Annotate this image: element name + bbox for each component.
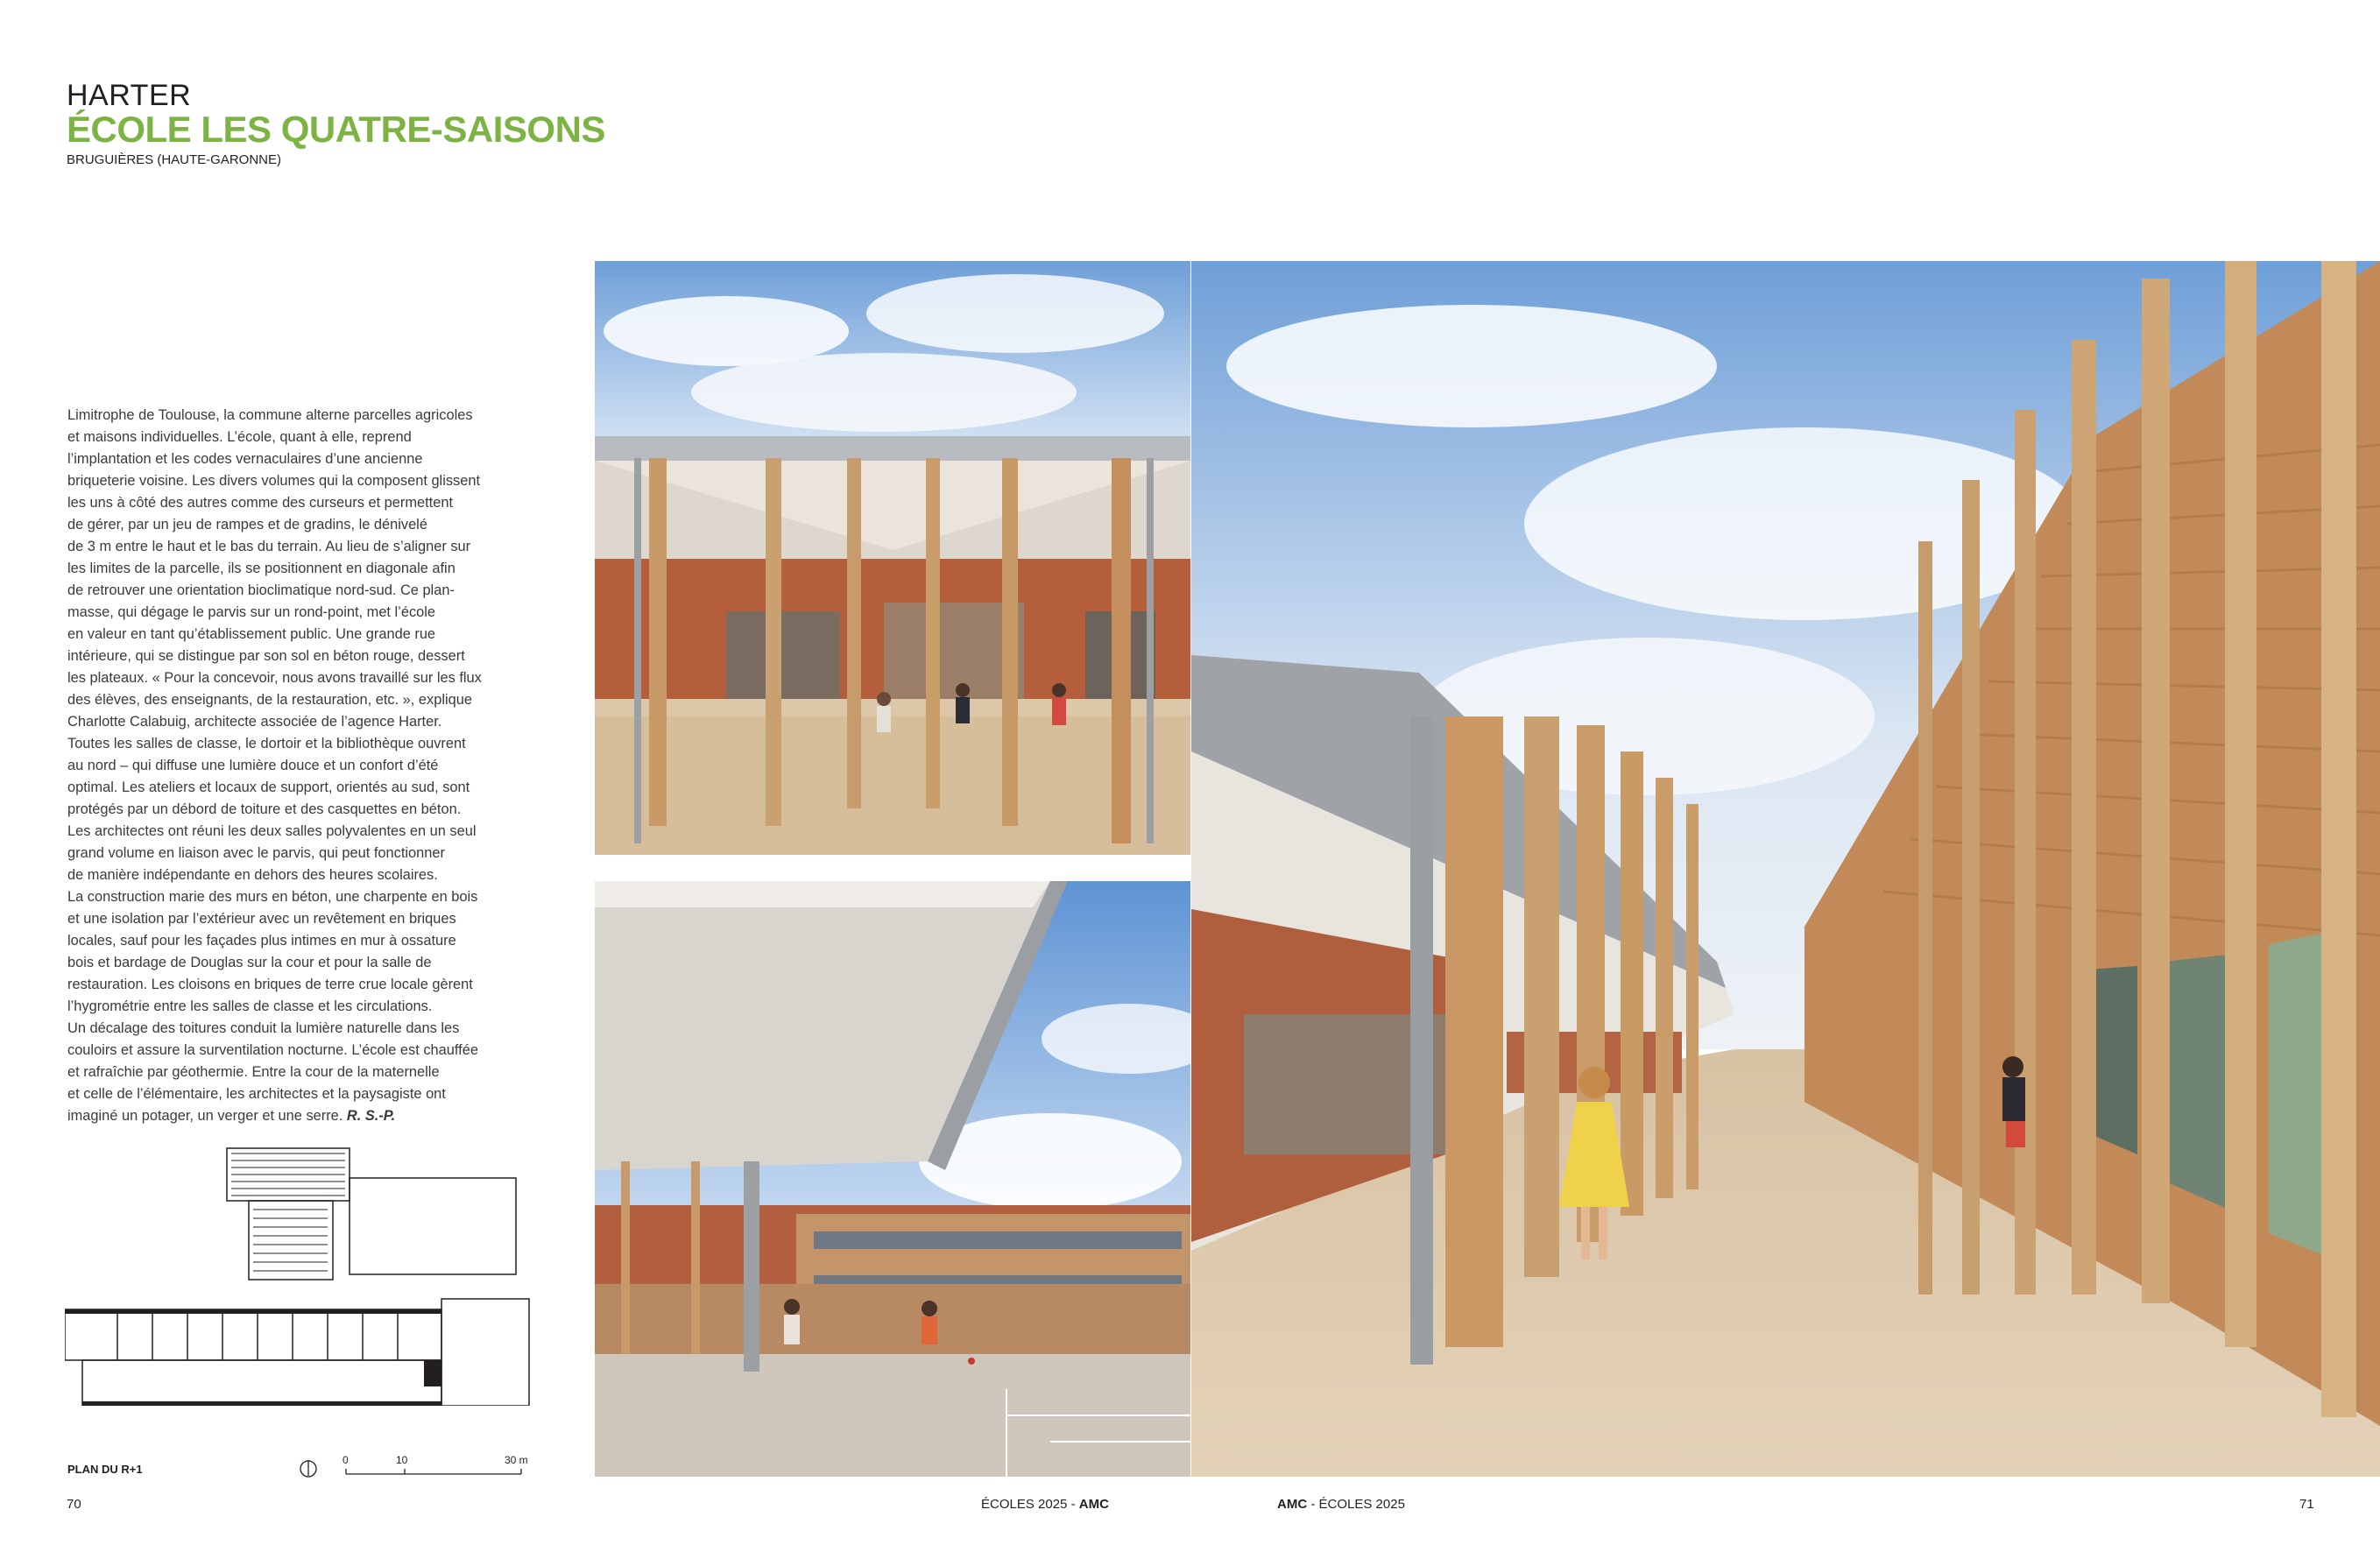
- scale-label-30: 30 m: [505, 1454, 528, 1466]
- plan-caption: PLAN DU R+1: [67, 1463, 143, 1476]
- project-title: ÉCOLE LES QUATRE-SAISONS: [67, 109, 605, 150]
- body-line: protégés par un débord de toiture et des casquettes en béton.: [67, 801, 462, 817]
- body-line: La construction marie des murs en béton, une charpente en bois: [67, 889, 478, 905]
- body-line: les uns à côté des autres comme des curseurs et permettent: [67, 495, 454, 511]
- body-line: et celle de l’élémentaire, les architectes et la paysagiste ont: [67, 1086, 446, 1102]
- body-line: grand volume en liaison avec le parvis, qui peut fonctionner: [67, 845, 445, 861]
- running-footer-right: [1277, 1497, 1405, 1512]
- magazine-brand: AMC: [1078, 1497, 1109, 1512]
- photo-schoolyard: [595, 881, 1190, 1477]
- body-line: au nord – qui diffuse une lumière douce et un confort d’été: [67, 758, 439, 773]
- body-line: l’implantation et les codes vernaculaires d’une ancienne: [67, 451, 423, 467]
- body-line: Les architectes ont réuni les deux salles polyvalentes en un seul: [67, 823, 477, 839]
- body-line: et maisons individuelles. L’école, quant à elle, reprend: [67, 429, 412, 445]
- scale-label-0: 0: [343, 1454, 349, 1466]
- body-line: Toutes les salles de classe, le dortoir et la bibliothèque ouvrent: [67, 736, 466, 751]
- body-line: des élèves, des enseignants, de la restauration, etc. », explique: [67, 692, 472, 708]
- body-line: Limitrophe de Toulouse, la commune alterne parcelles agricoles: [67, 407, 473, 423]
- body-line: bois et bardage de Douglas sur la cour et pour la salle de: [67, 955, 432, 970]
- body-line: optimal. Les ateliers et locaux de support, orientés au sud, sont: [67, 780, 470, 795]
- body-line: et une isolation par l’extérieur avec un revêtement en briques: [67, 911, 456, 927]
- architect-name: HARTER: [67, 79, 192, 112]
- project-location: BRUGUIÈRES (HAUTE-GARONNE): [67, 152, 282, 167]
- body-line: de gérer, par un jeu de rampes et de gradins, le dénivelé: [67, 517, 427, 533]
- photo-wooden-gallery: [1191, 261, 2380, 1477]
- body-line: locales, sauf pour les façades plus intimes en mur à ossature: [67, 933, 456, 949]
- running-footer-left: [981, 1497, 1109, 1512]
- author-signature: R. S.-P.: [346, 1108, 396, 1124]
- body-line: Charlotte Calabuig, architecte associée de l’agence Harter.: [67, 714, 442, 730]
- body-line: couloirs et assure la surventilation nocturne. L’école est chauffée: [67, 1042, 478, 1058]
- photo-covered-playground: [595, 261, 1190, 855]
- body-line: Un décalage des toitures conduit la lumière naturelle dans les: [67, 1020, 460, 1036]
- magazine-brand: AMC: [1277, 1497, 1308, 1512]
- body-line-end: imaginé un potager, un verger et une serre.: [67, 1108, 343, 1124]
- body-line: de manière indépendante en dehors des heures scolaires.: [67, 867, 438, 883]
- footer-separator: -: [1067, 1497, 1079, 1512]
- page-number-left: 70: [67, 1497, 81, 1512]
- body-line: et rafraîchie par géothermie. Entre la cour de la maternelle: [67, 1064, 440, 1080]
- body-line: masse, qui dégage le parvis sur un rond-point, met l’école: [67, 604, 436, 620]
- issue-title: ÉCOLES 2025: [981, 1497, 1068, 1512]
- body-line: les limites de la parcelle, ils se positionnent en diagonale afin: [67, 561, 456, 576]
- body-line: [67, 1105, 532, 1127]
- body-line: briqueterie voisine. Les divers volumes qui la composent glissent: [67, 473, 481, 489]
- body-line: de 3 m entre le haut et le bas du terrain. Au lieu de s’aligner sur: [67, 539, 471, 554]
- page-number-right: 71: [2299, 1497, 2314, 1512]
- footer-separator: -: [1307, 1497, 1319, 1512]
- article-body: [67, 405, 532, 1127]
- issue-title: ÉCOLES 2025: [1318, 1497, 1405, 1512]
- body-line: restauration. Les cloisons en briques de terre crue locale gèrent: [67, 977, 473, 992]
- body-line: les plateaux. « Pour la concevoir, nous avons travaillé sur les flux: [67, 670, 482, 686]
- floor-plan-drawing: [65, 1143, 538, 1406]
- scale-bar: [298, 1454, 534, 1481]
- scale-label-10: 10: [396, 1454, 408, 1466]
- body-line: en valeur en tant qu’établissement public. Une grande rue: [67, 626, 436, 642]
- body-line: intérieure, qui se distingue par son sol en béton rouge, dessert: [67, 648, 465, 664]
- body-line: l’hygrométrie entre les salles de classe et les circulations.: [67, 998, 433, 1014]
- body-line: de retrouver une orientation bioclimatique nord-sud. Ce plan-: [67, 582, 455, 598]
